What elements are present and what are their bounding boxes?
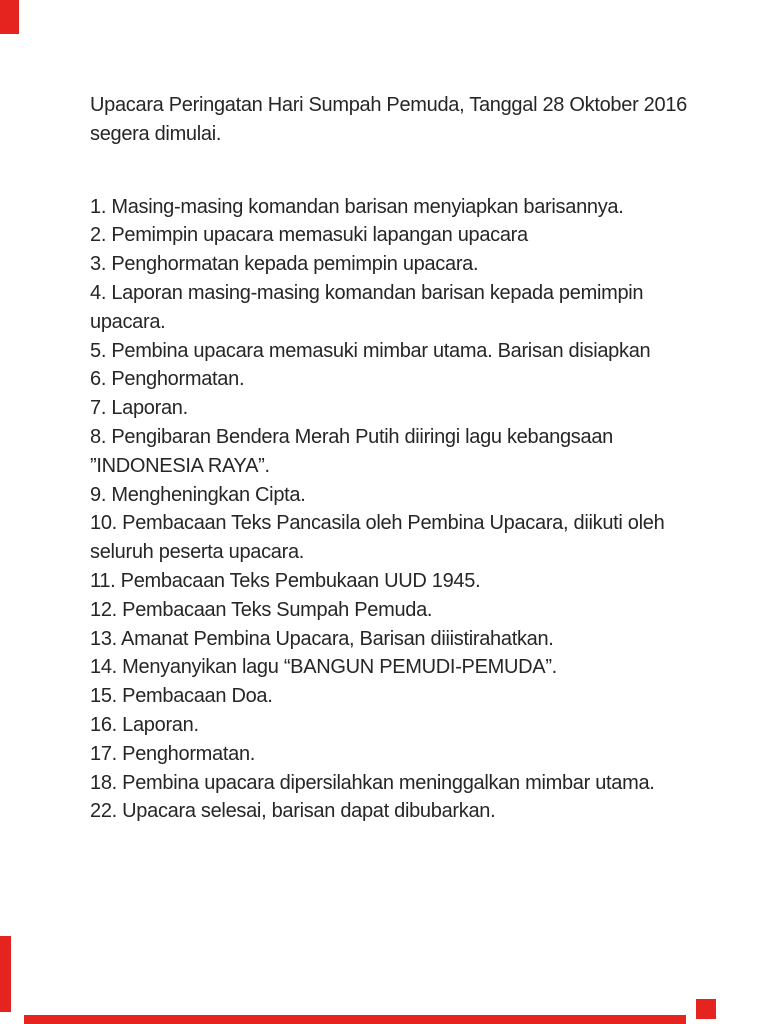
ceremony-item-line: upacara. [90, 310, 166, 333]
ceremony-item-line: 2. Pemimpin upacara memasuki lapangan upacara [90, 224, 528, 247]
ceremony-item-line: 6. Penghormatan. [90, 368, 245, 391]
title-line: segera dimulai. [90, 122, 222, 145]
ceremony-item-line: 10. Pembacaan Teks Pancasila oleh Pembina Upacara, diikuti oleh [90, 512, 665, 535]
scan-artifact-top-left [0, 0, 19, 34]
scan-artifact-left-strip [0, 936, 11, 1012]
ceremony-item-line: 22. Upacara selesai, barisan dapat dibubarkan. [90, 800, 496, 823]
document-title [90, 91, 687, 149]
ceremony-item-line: 7. Laporan. [90, 397, 188, 420]
document-content [90, 91, 687, 826]
ceremony-item-line: 11. Pembacaan Teks Pembukaan UUD 1945. [90, 569, 481, 592]
scan-artifact-bottom-bar [24, 1015, 686, 1024]
title-line: Upacara Peringatan Hari Sumpah Pemuda, Tanggal 28 Oktober 2016 [90, 94, 687, 116]
ceremony-item-line: 4. Laporan masing-masing komandan barisan kepada pemimpin [90, 281, 644, 304]
ceremony-item-line: 8. Pengibaran Bendera Merah Putih diiringi lagu kebangsaan [90, 425, 613, 448]
ceremony-item-line: ”INDONESIA RAYA”. [90, 454, 270, 477]
ceremony-item-list [90, 193, 670, 827]
ceremony-item-line: 14. Menyanyikan lagu “BANGUN PEMUDI-PEMUDA”. [90, 656, 557, 679]
ceremony-item-line: 17. Penghormatan. [90, 742, 256, 765]
ceremony-item-line: 16. Laporan. [90, 713, 199, 736]
ceremony-item-line: 5. Pembina upacara memasuki mimbar utama. Barisan disiapkan [90, 339, 651, 362]
ceremony-item-line: 3. Penghormatan kepada pemimpin upacara. [90, 253, 479, 276]
ceremony-item-line: 13. Amanat Pembina Upacara, Barisan diiistirahatkan. [90, 627, 554, 650]
ceremony-item-line: 1. Masing-masing komandan barisan menyiapkan barisannya. [90, 195, 624, 218]
ceremony-item-line: 12. Pembacaan Teks Sumpah Pemuda. [90, 598, 433, 621]
scan-artifact-bottom-square [696, 999, 716, 1019]
ceremony-item-line: 9. Mengheningkan Cipta. [90, 483, 306, 506]
ceremony-item-line: 15. Pembacaan Doa. [90, 685, 273, 708]
ceremony-item-line: 18. Pembina upacara dipersilahkan meninggalkan mimbar utama. [90, 771, 655, 794]
ceremony-item-line: seluruh peserta upacara. [90, 541, 305, 564]
